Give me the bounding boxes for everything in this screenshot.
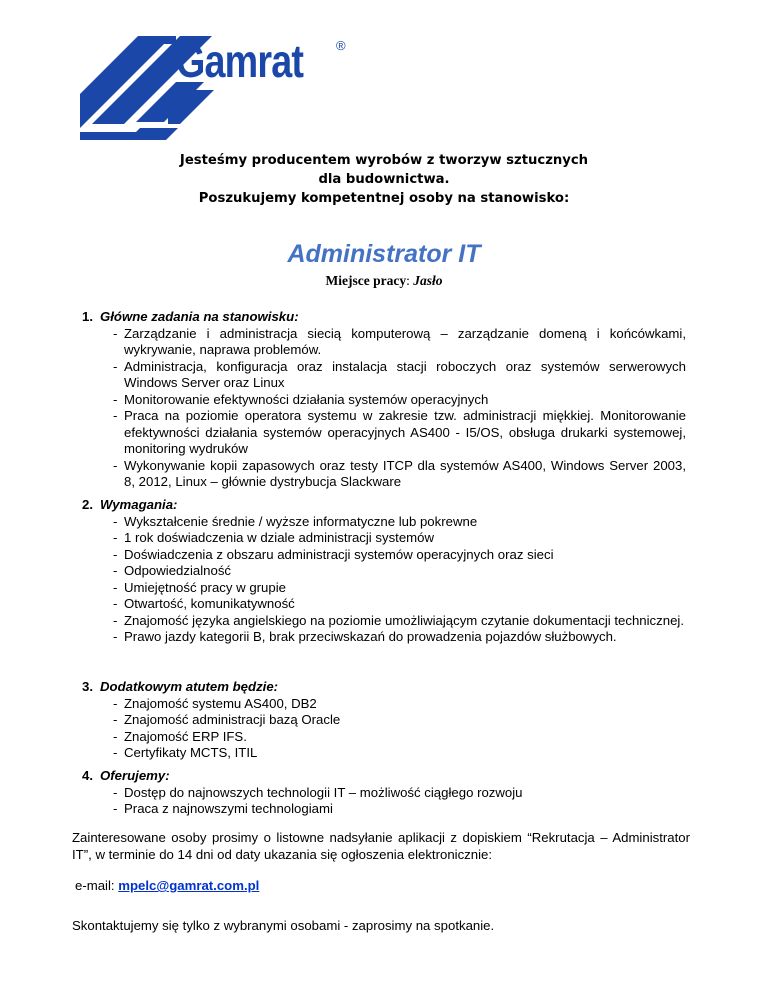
list-item: - 1 rok doświadczenia w dziale administracji systemów bbox=[114, 530, 686, 547]
closing-note: Skontaktujemy się tylko z wybranymi osobami - zaprosimy na spotkanie. bbox=[72, 918, 495, 933]
section-title: Oferujemy: bbox=[100, 768, 170, 783]
list-item: - Otwartość, komunikatywność bbox=[114, 596, 686, 613]
section-heading bbox=[82, 309, 686, 326]
registered-mark: ® bbox=[336, 38, 346, 53]
section-offer bbox=[82, 768, 686, 818]
job-location bbox=[0, 272, 768, 290]
section-title: Dodatkowym atutem będzie: bbox=[100, 679, 279, 694]
section-main-tasks bbox=[82, 309, 686, 491]
email-line bbox=[75, 877, 259, 894]
list-item: - Znajomość języka angielskiego na poziomie umożliwiającym czytanie dokumentacji technicznej. bbox=[114, 613, 686, 630]
section-advantages bbox=[82, 679, 686, 762]
list-item: - Wykształcenie średnie / wyższe informatyczne lub pokrewne bbox=[114, 514, 686, 531]
email-label: e-mail: bbox=[75, 878, 119, 893]
brand-name: Gamrat bbox=[176, 35, 304, 87]
location-separator: : bbox=[406, 273, 414, 288]
section-list bbox=[82, 785, 686, 818]
list-item: - Znajomość ERP IFS. bbox=[114, 729, 686, 746]
list-item: - Wykonywanie kopii zapasowych oraz testy ITCP dla systemów AS400, Windows Server 2003, 8, 2012, Linux – głównie dystrybucja Slackware bbox=[114, 458, 686, 491]
gamrat-logo bbox=[80, 36, 360, 144]
application-instructions: Zainteresowane osoby prosimy o listowne nadsyłanie aplikacji z dopiskiem “Rekrutacja – Administrator IT”, w terminie do 14 dni od daty ukazania się ogłoszenia elektronicznie: bbox=[72, 830, 690, 862]
job-title: Administrator IT bbox=[287, 240, 481, 268]
section-number: 2. bbox=[82, 497, 93, 512]
location-value: Jasło bbox=[413, 273, 443, 288]
section-requirements bbox=[82, 497, 686, 646]
section-title: Główne zadania na stanowisku: bbox=[100, 309, 299, 324]
location-label: Miejsce pracy bbox=[325, 273, 407, 288]
email-link[interactable]: mpelc@gamrat.com.pl bbox=[118, 878, 260, 893]
list-item: - Doświadczenia z obszaru administracji systemów operacyjnych oraz sieci bbox=[114, 547, 686, 564]
list-item: - Praca z najnowszymi technologiami bbox=[114, 801, 686, 818]
intro-line-2: dla budownictwa. bbox=[318, 172, 450, 187]
section-heading bbox=[82, 497, 686, 514]
section-list bbox=[82, 514, 686, 646]
section-number: 1. bbox=[82, 309, 93, 324]
company-intro bbox=[0, 151, 768, 208]
list-item: - Administracja, konfiguracja oraz instalacja stacji roboczych oraz systemów serwerowych Windows Server oraz Linux bbox=[114, 359, 686, 392]
list-item: - Znajomość administracji bazą Oracle bbox=[114, 712, 686, 729]
list-item: - Zarządzanie i administracja siecią komputerową – zarządzanie domeną i końcówkami, wykrywanie, naprawa problemów. bbox=[114, 326, 686, 359]
list-item: - Praca na poziomie operatora systemu w zakresie tzw. administracji miękkiej. Monitorowanie efektywności działania systemów operacyjnych AS400 - I5/OS, obsługa drukarki systemowej, monitoring wydruków bbox=[114, 408, 686, 458]
list-item: - Prawo jazdy kategorii B, brak przeciwskazań do prowadzenia pojazdów służbowych. bbox=[114, 629, 686, 646]
section-number: 3. bbox=[82, 679, 93, 694]
intro-line-3: Poszukujemy kompetentnej osoby na stanowisko: bbox=[198, 191, 570, 206]
list-item: - Umiejętność pracy w grupie bbox=[114, 580, 686, 597]
section-heading bbox=[82, 768, 686, 785]
section-heading bbox=[82, 679, 686, 696]
list-item: - Monitorowanie efektywności działania systemów operacyjnych bbox=[114, 392, 686, 409]
section-title: Wymagania: bbox=[100, 497, 178, 512]
intro-line-1: Jesteśmy producentem wyrobów z tworzyw sztucznych bbox=[179, 153, 589, 168]
section-list bbox=[82, 696, 686, 762]
list-item: - Znajomość systemu AS400, DB2 bbox=[114, 696, 686, 713]
list-item: - Dostęp do najnowszych technologii IT – możliwość ciągłego rozwoju bbox=[114, 785, 686, 802]
list-item: - Certyfikaty MCTS, ITIL bbox=[114, 745, 686, 762]
list-item: - Odpowiedzialność bbox=[114, 563, 686, 580]
section-list bbox=[82, 326, 686, 491]
section-number: 4. bbox=[82, 768, 93, 783]
